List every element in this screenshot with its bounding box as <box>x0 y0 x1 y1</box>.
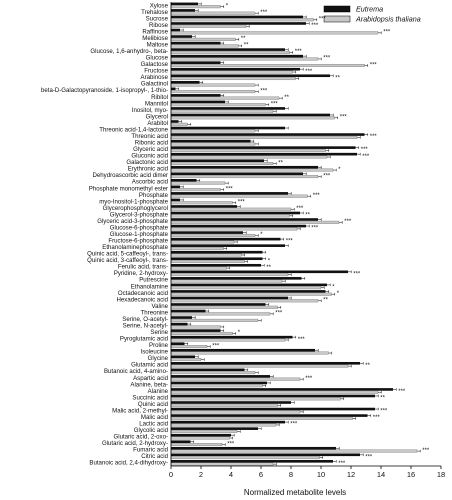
significance-ribitol: ** <box>284 94 289 101</box>
bar-arabidopsis-glycolic-acid <box>171 430 237 433</box>
category-label-sucrose: Sucrose <box>145 15 168 23</box>
bar-eutrema-threonic-acid-1-4-lactone <box>171 127 285 130</box>
category-label-alanine-beta: Alanine, beta- <box>130 381 168 389</box>
bar-eutrema-glutamic-acid <box>171 362 360 365</box>
category-label-quinic-acid-5-caffeoyl-trans: Quinic acid, 5-caffeoyl-, trans- <box>87 250 168 258</box>
significance-glucose-1-6-anhydro-beta: *** <box>294 49 302 56</box>
x-tick-label-0: 0 <box>168 470 174 479</box>
significance-raffinose: *** <box>383 29 391 36</box>
category-label-glucose-6-phosphate: Glucose-6-phosphate <box>109 224 168 232</box>
legend-label-eutrema: Eutrema <box>356 4 384 14</box>
bar-eutrema-serine <box>171 329 221 332</box>
category-label-ethanolamine: Ethanolamine <box>130 283 168 291</box>
bar-arabidopsis-myo-inositol-1-phosphate <box>171 201 233 204</box>
category-label-gluconic-acid: Gluconic acid <box>131 152 168 160</box>
x-tick-label-12: 12 <box>346 470 356 479</box>
bar-arabidopsis-galactinol <box>171 84 255 87</box>
category-label-serine-o-acetyl: Serine, O-acetyl- <box>122 315 168 323</box>
bar-eutrema-threonic-acid <box>171 133 365 136</box>
bar-arabidopsis-quinic-acid-3-caffeoyl-trans <box>171 260 245 263</box>
bar-eutrema-proline <box>171 342 185 345</box>
bar-eutrema-ribonic-acid <box>171 140 251 143</box>
significance-arabinose: ** <box>335 75 340 82</box>
bar-eutrema-fumaric-acid <box>171 447 336 450</box>
bar-arabidopsis-fumaric-acid <box>171 450 417 453</box>
bar-arabidopsis-fructose <box>171 71 293 74</box>
bar-arabidopsis-aspartic-acid <box>171 378 300 381</box>
significance-ethanolamine: * <box>332 284 335 291</box>
category-label-arabitol: Arabitol <box>147 119 168 127</box>
bar-eutrema-glucose <box>171 55 303 58</box>
bar-eutrema-melibiose <box>171 35 192 38</box>
category-label-ribose: Ribose <box>149 21 168 29</box>
bar-eutrema-butanoic-acid-4-amino <box>171 369 245 372</box>
bar-arabidopsis-butanoic-acid-2-4-dihydroxy <box>171 463 273 466</box>
category-label-ribonic-acid: Ribonic acid <box>134 139 168 147</box>
significance-glycerol-3-phosphate: ** <box>305 212 310 219</box>
bar-eutrema-phosphate-monomethyl-ester <box>171 186 180 189</box>
bar-eutrema-sucrose <box>171 16 303 19</box>
bar-eutrema-glucose-1-phosphate <box>171 231 243 234</box>
significance-melibiose: ** <box>240 36 246 43</box>
category-label-succinic-acid: Succinic acid <box>132 394 168 402</box>
significance-ferulic-acid-trans: ** <box>266 264 271 271</box>
bar-eutrema-isoleucine <box>171 349 315 352</box>
x-tick-label-10: 10 <box>316 470 326 479</box>
category-label-glucose: Glucose <box>145 54 168 62</box>
bar-eutrema-ribose <box>171 22 306 25</box>
bar-arabidopsis-glucose <box>171 58 318 61</box>
category-label-butanoic-acid-4-amino: Butanoic acid, 4-amino- <box>103 368 168 376</box>
significance-phosphate-monomethyl-ester: *** <box>225 186 233 193</box>
bar-arabidopsis-alanine <box>171 391 378 394</box>
category-label-ethanolaminephosphate: Ethanolaminephosphate <box>102 244 168 252</box>
category-label-glucose-1-6-anhydro-beta: Glucose, 1,6-anhydro-, beta- <box>90 48 168 56</box>
bar-arabidopsis-alanine-beta <box>171 384 263 387</box>
significance-threonine: *** <box>275 310 283 317</box>
bar-arabidopsis-citric-acid <box>171 456 320 459</box>
significance-erythronic-acid: * <box>338 166 341 173</box>
category-label-threonic-acid-1-4-lactone: Threonic acid-1,4-lactone <box>99 126 168 134</box>
bar-eutrema-ferulic-acid-trans <box>171 264 261 267</box>
bar-eutrema-dehydroascorbic-acid-dimer <box>171 172 303 175</box>
bar-arabidopsis-glucose-1-phosphate <box>171 234 255 237</box>
bar-eutrema-aspartic-acid <box>171 375 270 378</box>
bar-eutrema-serine-o-acetyl <box>171 316 192 319</box>
significance-fumaric-acid: *** <box>422 447 430 454</box>
bar-arabidopsis-xylose <box>171 5 221 8</box>
bar-arabidopsis-glyceric-acid-3-phosphate <box>171 221 339 224</box>
category-label-glyceric-acid-3-phosphate: Glyceric acid-3-phosphate <box>97 217 168 225</box>
category-label-galactonic-acid: Galactonic acid <box>126 159 168 167</box>
bar-arabidopsis-quinic-acid <box>171 404 278 407</box>
bar-eutrema-raffinose <box>171 29 180 32</box>
category-label-malic-acid-2-methyl: Malic acid, 2-methyl- <box>112 407 168 415</box>
category-label-putrescine: Putrescine <box>139 276 168 284</box>
category-label-fructose-6-phosphate: Fructose-6-phosphate <box>108 237 168 245</box>
bar-arabidopsis-threonic-acid-1-4-lactone <box>171 130 255 133</box>
category-label-galactinol: Galactinol <box>140 80 168 88</box>
category-label-phosphate-monomethyl-ester: Phosphate monomethyl ester <box>88 185 168 193</box>
category-label-dehydroascorbic-acid-dimer: Dehydroascorbic acid dimer <box>92 172 168 180</box>
category-label-fructose: Fructose <box>144 67 168 75</box>
bar-arabidopsis-beta-d-galactopyranoside-1-isopropyl-1-thio <box>171 90 255 93</box>
significance-succinic-acid: ** <box>380 395 385 402</box>
category-label-valine: Valine <box>151 302 168 310</box>
bar-eutrema-alanine <box>171 388 393 391</box>
bar-arabidopsis-quinic-acid-5-caffeoyl-trans <box>171 254 242 257</box>
x-tick-label-4: 4 <box>228 470 234 479</box>
bar-arabidopsis-hexadecanoic-acid <box>171 299 318 302</box>
category-label-glycolic-acid: Glycolic acid <box>133 427 168 435</box>
bar-eutrema-octadecanoic-acid <box>171 290 326 293</box>
bar-arabidopsis-valine <box>171 306 278 309</box>
bar-eutrema-galactonic-acid <box>171 159 264 162</box>
bar-arabidopsis-isoleucine <box>171 352 329 355</box>
bar-eutrema-valine <box>171 303 266 306</box>
bar-eutrema-malic-acid-2-methyl <box>171 408 375 411</box>
bar-arabidopsis-galactose <box>171 64 365 67</box>
significance-galactonic-acid: ** <box>278 160 283 167</box>
category-label-threonine: Threonine <box>140 309 168 317</box>
bar-arabidopsis-dehydroascorbic-acid-dimer <box>171 175 318 178</box>
bar-arabidopsis-glucose-1-6-anhydro-beta <box>171 51 290 54</box>
bar-eutrema-mannitol <box>171 101 225 104</box>
category-label-quinic-acid-3-caffeoyl-trans: Quinic acid, 3-caffeoyl-, trans- <box>87 257 168 265</box>
bar-arabidopsis-ferulic-acid-trans <box>171 267 227 270</box>
bar-arabidopsis-threonic-acid <box>171 136 357 139</box>
significance-pyridine-2-hydroxy: *** <box>353 271 361 278</box>
significance-malic-acid: *** <box>372 415 380 422</box>
bar-arabidopsis-putrescine <box>171 280 282 283</box>
plot-area <box>41 2 445 479</box>
bar-arabidopsis-arabitol <box>171 123 188 126</box>
category-label-aspartic-acid: Aspartic acid <box>133 374 168 382</box>
significance-fructose: *** <box>305 68 313 75</box>
bar-eutrema-hexadecanoic-acid <box>171 297 288 300</box>
category-label-arabinose: Arabinose <box>140 74 168 82</box>
x-tick-label-6: 6 <box>258 470 264 479</box>
bar-eutrema-butanoic-acid-2-4-dihydroxy <box>171 460 333 463</box>
bar-arabidopsis-ascorbic-acid <box>171 182 225 185</box>
bar-eutrema-quinic-acid <box>171 401 291 404</box>
significance-proline: *** <box>212 343 220 350</box>
bar-arabidopsis-glycerophosphoglycerol <box>171 208 291 211</box>
bar-eutrema-gluconic-acid <box>171 153 357 156</box>
category-label-glyceric-acid: Glyceric acid <box>133 146 168 154</box>
bar-eutrema-myo-inositol-1-phosphate <box>171 199 180 202</box>
category-label-malic-acid: Malic acid <box>140 413 168 421</box>
category-label-mannitol: Mannitol <box>144 100 168 108</box>
bar-arabidopsis-glycerol-3-phosphate <box>171 214 290 217</box>
bar-eutrema-quinic-acid-3-caffeoyl-trans <box>171 257 263 260</box>
bar-eutrema-beta-d-galactopyranoside-1-isopropyl-1-thio <box>171 88 176 91</box>
category-label-erythronic-acid: Erythronic acid <box>127 165 168 173</box>
x-tick-label-8: 8 <box>288 470 294 479</box>
category-label-butanoic-acid-2-4-dihydroxy: Butanoic acid, 2,4-dihydroxy- <box>89 459 168 467</box>
category-label-serine: Serine <box>150 329 168 337</box>
bar-arabidopsis-galactonic-acid <box>171 162 273 165</box>
significance-glucose: *** <box>323 55 331 62</box>
bar-arabidopsis-glutamic-acid <box>171 365 348 368</box>
bar-arabidopsis-fructose-6-phosphate <box>171 241 234 244</box>
bar-eutrema-quinic-acid-5-caffeoyl-trans <box>171 251 263 254</box>
bar-eutrema-xylose <box>171 3 198 6</box>
significance-pyroglutamic-acid: *** <box>297 336 305 343</box>
bar-eutrema-serine-n-acetyl <box>171 323 188 326</box>
category-label-inositol-myo: Inositol, myo- <box>131 106 168 114</box>
significance-phosphate: *** <box>312 192 320 199</box>
category-label-raffinose: Raffinose <box>142 28 168 36</box>
category-label-melibiose: Melibiose <box>142 34 168 42</box>
bar-eutrema-pyridine-2-hydroxy <box>171 270 348 273</box>
category-label-glutamic-acid: Glutamic acid <box>131 361 168 369</box>
category-label-pyridine-2-hydroxy: Pyridine, 2-hydroxy- <box>113 270 168 278</box>
bar-eutrema-glycine <box>171 355 195 358</box>
bar-eutrema-ribitol <box>171 94 221 97</box>
bar-eutrema-ethanolaminephosphate <box>171 244 285 247</box>
category-label-glycerophosphoglycerol: Glycerophosphoglycerol <box>102 204 168 212</box>
significance-alanine: *** <box>398 389 406 396</box>
bar-arabidopsis-phosphate-monomethyl-ester <box>171 188 221 191</box>
bar-arabidopsis-ribitol <box>171 97 279 100</box>
bar-eutrema-phosphate <box>171 192 288 195</box>
bar-arabidopsis-glycine <box>171 358 201 361</box>
x-tick-label-2: 2 <box>198 470 204 479</box>
bar-eutrema-arabitol <box>171 120 179 123</box>
category-label-glucose-1-phosphate: Glucose-1-phosphate <box>109 231 168 238</box>
bar-arabidopsis-succinic-acid <box>171 397 341 400</box>
x-tick-label-14: 14 <box>376 470 386 479</box>
bar-arabidopsis-proline <box>171 345 207 348</box>
category-label-ascorbic-acid: Ascorbic acid <box>131 178 168 186</box>
category-label-proline: Proline <box>149 342 168 350</box>
significance-glutaric-acid-2-hydroxy: *** <box>227 441 235 448</box>
bar-eutrema-glucose-1-6-anhydro-beta <box>171 48 285 51</box>
significance-glycerophosphoglycerol: *** <box>296 206 304 213</box>
bar-eutrema-galactinol <box>171 81 200 84</box>
category-label-octadecanoic-acid: Octadecanoic acid <box>117 289 168 297</box>
category-label-pyroglutamic-acid: Pyroglutamic acid <box>119 335 168 343</box>
category-label-ribitol: Ribitol <box>151 93 168 101</box>
bar-arabidopsis-melibiose <box>171 38 236 41</box>
bar-arabidopsis-gluconic-acid <box>171 156 327 159</box>
category-label-fumaric-acid: Fumaric acid <box>133 446 168 454</box>
bar-arabidopsis-arabinose <box>171 77 296 80</box>
category-label-serine-n-acetyl: Serine, N-acetyl- <box>122 322 168 330</box>
bar-arabidopsis-erythronic-acid <box>171 169 333 172</box>
bar-eutrema-succinic-acid <box>171 395 375 398</box>
category-label-citric-acid: Citric acid <box>141 453 168 461</box>
bar-eutrema-glycerol <box>171 114 330 117</box>
category-label-isoleucine: Isoleucine <box>140 348 168 356</box>
significance-galactose: *** <box>369 62 377 69</box>
legend-swatch-arabidopsis <box>324 16 350 22</box>
significance-beta-d-galactopyranoside-1-isopropyl-1-thio: *** <box>260 88 268 95</box>
bar-arabidopsis-glycerol <box>171 116 335 119</box>
category-label-lactic-acid: Lactic acid <box>139 420 168 428</box>
bar-arabidopsis-glyceric-acid <box>171 149 326 152</box>
bar-arabidopsis-butanoic-acid-4-amino <box>171 371 255 374</box>
category-label-galactose: Galactose <box>140 61 168 69</box>
significance-lactic-acid: *** <box>290 421 298 428</box>
bar-eutrema-fructose <box>171 68 300 71</box>
bar-arabidopsis-malic-acid <box>171 417 353 420</box>
bar-eutrema-erythronic-acid <box>171 166 318 169</box>
x-axis-title: Normalized metabolite levels <box>243 488 347 497</box>
bar-eutrema-lactic-acid <box>171 421 285 424</box>
bar-arabidopsis-glucose-6-phosphate <box>171 228 297 231</box>
significance-glutamic-acid: ** <box>365 362 370 369</box>
bar-eutrema-glutaric-acid-2-oxo <box>171 434 231 437</box>
bar-eutrema-glycerophosphoglycerol <box>171 205 237 208</box>
significance-dehydroascorbic-acid-dimer: *** <box>323 173 331 180</box>
significance-sucrose: *** <box>318 16 326 23</box>
significance-hexadecanoic-acid: ** <box>323 297 328 304</box>
bar-eutrema-glycerol-3-phosphate <box>171 212 300 215</box>
bar-arabidopsis-ribose <box>171 25 246 28</box>
bar-eutrema-inositol-myo <box>171 107 285 110</box>
bar-eutrema-pyroglutamic-acid <box>171 336 293 339</box>
bar-eutrema-arabinose <box>171 74 330 77</box>
bar-eutrema-glycolic-acid <box>171 427 258 430</box>
significance-xylose: * <box>225 3 229 10</box>
bar-arabidopsis-octadecanoic-acid <box>171 293 332 296</box>
bar-arabidopsis-serine-o-acetyl <box>171 319 258 322</box>
bar-arabidopsis-glutaric-acid-2-hydroxy <box>171 443 222 446</box>
significance-glucose-6-phosphate: *** <box>311 225 319 232</box>
bar-eutrema-glyceric-acid-3-phosphate <box>171 218 318 221</box>
bar-arabidopsis-trehalose <box>171 12 255 15</box>
significance-citric-acid: *** <box>365 454 373 461</box>
category-label-maltose: Maltose <box>146 41 168 49</box>
significance-maltose: ** <box>243 42 249 49</box>
significance-glyceric-acid: *** <box>360 147 368 154</box>
significance-myo-inositol-1-phosphate: *** <box>237 199 245 206</box>
bar-eutrema-glutaric-acid-2-hydroxy <box>171 440 191 443</box>
bar-arabidopsis-mannitol <box>171 103 266 106</box>
bar-eutrema-malic-acid <box>171 414 368 417</box>
x-tick-label-16: 16 <box>406 470 416 479</box>
bar-arabidopsis-ethanolaminephosphate <box>171 247 224 250</box>
bar-arabidopsis-glutaric-acid-2-oxo <box>171 437 230 440</box>
bar-eutrema-citric-acid <box>171 453 360 456</box>
category-label-xylose: Xylose <box>149 2 168 10</box>
significance-gluconic-acid: *** <box>362 153 370 160</box>
category-label-glycerol: Glycerol <box>145 113 168 121</box>
bar-arabidopsis-inositol-myo <box>171 110 273 113</box>
category-label-myo-inositol-1-phosphate: myo-Inositol-1-phosphate <box>99 198 168 206</box>
significance-octadecanoic-acid: * <box>336 291 340 298</box>
bar-arabidopsis-phosphate <box>171 195 308 198</box>
significance-malic-acid-2-methyl: *** <box>380 408 388 415</box>
bar-arabidopsis-lactic-acid <box>171 424 276 427</box>
category-label-hexadecanoic-acid: Hexadecanoic acid <box>116 296 168 304</box>
legend-swatch-eutrema <box>324 6 350 12</box>
bar-eutrema-fructose-6-phosphate <box>171 238 281 241</box>
significance-quinic-acid-3-caffeoyl-trans: * <box>267 258 271 265</box>
category-label-glutaric-acid-2-oxo: Glutaric acid, 2-oxo- <box>113 433 168 441</box>
significance-threonic-acid: *** <box>369 134 377 141</box>
category-label-phosphate: Phosphate <box>138 191 168 199</box>
significance-glycerol: *** <box>339 114 347 121</box>
bar-eutrema-maltose <box>171 42 221 45</box>
bar-eutrema-ethanolamine <box>171 284 327 287</box>
legend-label-arabidopsis: Arabidopsis thaliana <box>356 14 421 24</box>
bar-eutrema-glyceric-acid <box>171 146 356 149</box>
bar-eutrema-ascorbic-acid <box>171 179 197 182</box>
category-label-quinic-acid: Quinic acid <box>137 400 168 408</box>
bar-arabidopsis-serine <box>171 332 233 335</box>
x-tick-label-18: 18 <box>436 470 446 479</box>
bar-arabidopsis-sucrose <box>171 18 314 21</box>
category-label-alanine: Alanine <box>147 387 168 395</box>
category-label-trehalose: Trehalose <box>141 8 168 16</box>
significance-serine: * <box>237 330 241 337</box>
bar-arabidopsis-ethanolamine <box>171 286 321 289</box>
significance-ribose: *** <box>311 23 319 30</box>
bar-eutrema-trehalose <box>171 9 195 12</box>
bar-arabidopsis-threonine <box>171 313 270 316</box>
significance-fructose-6-phosphate: *** <box>285 238 293 245</box>
category-label-ferulic-acid-trans: Ferulic acid, trans- <box>117 263 168 271</box>
category-label-glutaric-acid-2-hydroxy: Glutaric acid, 2-hydroxy- <box>101 440 168 448</box>
bar-arabidopsis-pyroglutamic-acid <box>171 339 285 342</box>
category-label-beta-d-galactopyranoside-1-isopropyl-1-thio: beta-D-Galactopyranoside, 1-isopropyl-, 1-thio- <box>40 87 168 95</box>
significance-glucose-1-phosphate: * <box>260 232 263 239</box>
legend <box>324 5 421 24</box>
bar-arabidopsis-ribonic-acid <box>171 143 255 146</box>
significance-mannitol: *** <box>270 101 278 108</box>
category-label-threonic-acid: Threonic acid <box>131 132 168 140</box>
bar-arabidopsis-raffinose <box>171 32 378 35</box>
significance-glyceric-acid-3-phosphate: *** <box>344 219 352 226</box>
bar-eutrema-putrescine <box>171 277 302 280</box>
significance-aspartic-acid: *** <box>305 375 313 382</box>
bar-eutrema-glucose-6-phosphate <box>171 225 306 228</box>
bar-arabidopsis-pyridine-2-hydroxy <box>171 273 288 276</box>
category-label-glycine: Glycine <box>147 355 168 363</box>
category-label-glycerol-3-phosphate: Glycerol-3-phosphate <box>109 211 168 219</box>
bar-eutrema-threonine <box>171 310 206 313</box>
bar-eutrema-galactose <box>171 61 221 64</box>
bar-arabidopsis-serine-n-acetyl <box>171 326 221 329</box>
significance-trehalose: *** <box>260 10 268 17</box>
bar-arabidopsis-maltose <box>171 45 239 48</box>
significance-butanoic-acid-2-4-dihydroxy: *** <box>338 460 346 467</box>
bar-arabidopsis-malic-acid-2-methyl <box>171 411 300 414</box>
bar-eutrema-alanine-beta <box>171 382 267 385</box>
